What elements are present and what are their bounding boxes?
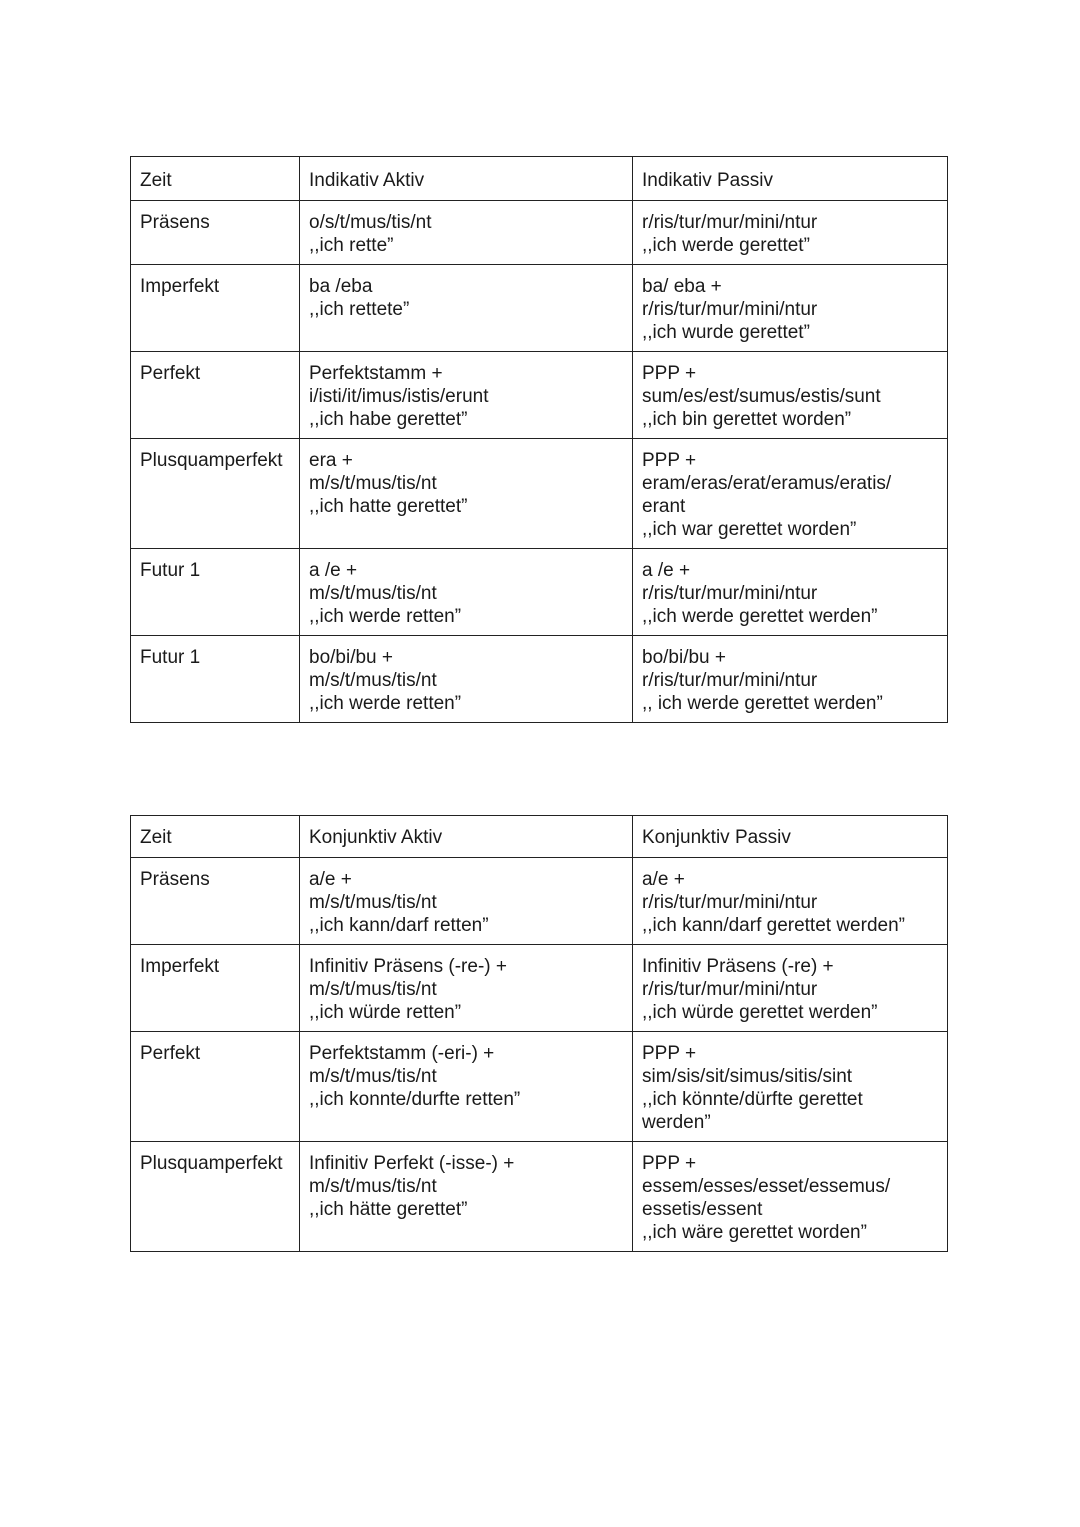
- table-row: [131, 201, 948, 265]
- aktiv-cell-line: ,,ich würde retten”: [309, 1002, 462, 1023]
- passiv-cell-line: PPP +: [642, 450, 697, 471]
- zeit-header: Zeit: [131, 157, 300, 201]
- passiv-cell-line: ,,ich wäre gerettet worden”: [642, 1222, 867, 1243]
- zeit-cell: Präsens: [131, 201, 300, 265]
- passiv-cell-line: r/ris/tur/mur/mini/ntur: [642, 892, 818, 913]
- passiv-cell: [633, 945, 948, 1032]
- zeit-cell: Präsens: [131, 858, 300, 945]
- passiv-cell-line: ,,ich war gerettet worden”: [642, 519, 857, 540]
- zeit-cell: Futur 1: [131, 549, 300, 636]
- passiv-cell-line: ,,ich kann/darf gerettet werden”: [642, 915, 905, 936]
- aktiv-cell: [300, 945, 633, 1032]
- aktiv-cell-line: ,,ich hätte gerettet”: [309, 1199, 468, 1220]
- aktiv-cell-line: a/e +: [309, 869, 352, 890]
- zeit-cell: Imperfekt: [131, 945, 300, 1032]
- aktiv-cell-line: ,,ich hatte gerettet”: [309, 496, 468, 517]
- table-row: [131, 858, 948, 945]
- passiv-cell: [633, 265, 948, 352]
- passiv-cell: [633, 549, 948, 636]
- table-row: [131, 945, 948, 1032]
- zeit-cell: Perfekt: [131, 1032, 300, 1142]
- passiv-cell-line: ,, ich werde gerettet werden”: [642, 693, 883, 714]
- passiv-cell: [633, 439, 948, 549]
- table-row: [131, 549, 948, 636]
- aktiv-cell-line: ,,ich werde retten”: [309, 693, 462, 714]
- passiv-cell-line: Infinitiv Präsens (-re) +: [642, 956, 834, 977]
- passiv-cell-line: erant: [642, 496, 686, 517]
- passiv-cell-line: PPP +: [642, 1043, 697, 1064]
- passiv-cell-line: ,,ich werde gerettet”: [642, 235, 810, 256]
- passiv-cell-line: a /e +: [642, 560, 691, 581]
- aktiv-cell-line: ,,ich konnte/durfte retten”: [309, 1089, 521, 1110]
- aktiv-cell-line: Infinitiv Perfekt (-isse-) +: [309, 1153, 515, 1174]
- aktiv-cell: [300, 636, 633, 723]
- passiv-cell: [633, 636, 948, 723]
- aktiv-cell-line: m/s/t/mus/tis/nt: [309, 1176, 437, 1197]
- aktiv-cell: [300, 549, 633, 636]
- zeit-cell: Imperfekt: [131, 265, 300, 352]
- passiv-cell-line: r/ris/tur/mur/mini/ntur: [642, 670, 818, 691]
- passiv-cell-line: ,,ich würde gerettet werden”: [642, 1002, 878, 1023]
- aktiv-cell-line: m/s/t/mus/tis/nt: [309, 670, 437, 691]
- table-header-row: [131, 816, 948, 858]
- table-row: [131, 1142, 948, 1252]
- aktiv-cell-line: Perfektstamm +: [309, 363, 443, 384]
- table-row: [131, 636, 948, 723]
- table-row: [131, 352, 948, 439]
- zeit-cell: Plusquamperfekt: [131, 439, 300, 549]
- aktiv-cell-line: m/s/t/mus/tis/nt: [309, 583, 437, 604]
- aktiv-cell: [300, 201, 633, 265]
- aktiv-cell-line: i/isti/it/imus/istis/erunt: [309, 386, 489, 407]
- passiv-cell-line: essem/esses/esset/essemus/: [642, 1176, 891, 1197]
- aktiv-cell-line: bo/bi/bu +: [309, 647, 393, 668]
- passiv-header: Indikativ Passiv: [633, 157, 948, 201]
- zeit-cell: Plusquamperfekt: [131, 1142, 300, 1252]
- aktiv-cell-line: ba /eba: [309, 276, 373, 297]
- aktiv-cell-line: Perfektstamm (-eri-) +: [309, 1043, 495, 1064]
- passiv-cell-line: r/ris/tur/mur/mini/ntur: [642, 212, 818, 233]
- passiv-cell-line: bo/bi/bu +: [642, 647, 726, 668]
- passiv-cell-line: r/ris/tur/mur/mini/ntur: [642, 299, 818, 320]
- konjunktiv-table: [130, 815, 948, 1252]
- zeit-header: Zeit: [131, 816, 300, 858]
- passiv-cell-line: sim/sis/sit/simus/sitis/sint: [642, 1066, 853, 1087]
- passiv-cell-line: eram/eras/erat/eramus/eratis/: [642, 473, 892, 494]
- aktiv-cell-line: ,,ich rettete”: [309, 299, 410, 320]
- passiv-cell-line: r/ris/tur/mur/mini/ntur: [642, 583, 818, 604]
- aktiv-cell-line: ,,ich rette”: [309, 235, 394, 256]
- aktiv-cell-line: ,,ich habe gerettet”: [309, 409, 468, 430]
- aktiv-cell: [300, 439, 633, 549]
- aktiv-cell-line: ,,ich werde retten”: [309, 606, 462, 627]
- aktiv-cell: [300, 858, 633, 945]
- aktiv-header: Indikativ Aktiv: [300, 157, 633, 201]
- aktiv-cell: [300, 1032, 633, 1142]
- passiv-cell: [633, 201, 948, 265]
- passiv-cell: [633, 1032, 948, 1142]
- passiv-cell-line: sum/es/est/sumus/estis/sunt: [642, 386, 881, 407]
- passiv-cell: [633, 1142, 948, 1252]
- passiv-cell: [633, 858, 948, 945]
- passiv-cell-line: ,,ich könnte/dürfte gerettet: [642, 1089, 863, 1110]
- aktiv-cell-line: m/s/t/mus/tis/nt: [309, 979, 437, 1000]
- zeit-cell: Futur 1: [131, 636, 300, 723]
- aktiv-cell-line: o/s/t/mus/tis/nt: [309, 212, 432, 233]
- aktiv-cell-line: m/s/t/mus/tis/nt: [309, 473, 437, 494]
- passiv-header: Konjunktiv Passiv: [633, 816, 948, 858]
- passiv-cell-line: ,,ich bin gerettet worden”: [642, 409, 852, 430]
- indikativ-table: [130, 156, 948, 723]
- indikativ-table-body: [131, 157, 948, 723]
- table-row: [131, 439, 948, 549]
- passiv-cell-line: werden”: [642, 1112, 711, 1133]
- aktiv-header: Konjunktiv Aktiv: [300, 816, 633, 858]
- table-header-row: [131, 157, 948, 201]
- passiv-cell-line: a/e +: [642, 869, 685, 890]
- aktiv-cell: [300, 265, 633, 352]
- aktiv-cell-line: Infinitiv Präsens (-re-) +: [309, 956, 507, 977]
- passiv-cell-line: PPP +: [642, 1153, 697, 1174]
- aktiv-cell-line: era +: [309, 450, 353, 471]
- aktiv-cell-line: m/s/t/mus/tis/nt: [309, 1066, 437, 1087]
- aktiv-cell: [300, 1142, 633, 1252]
- aktiv-cell-line: a /e +: [309, 560, 358, 581]
- table-row: [131, 265, 948, 352]
- aktiv-cell-line: m/s/t/mus/tis/nt: [309, 892, 437, 913]
- passiv-cell-line: ,,ich wurde gerettet”: [642, 322, 810, 343]
- passiv-cell-line: r/ris/tur/mur/mini/ntur: [642, 979, 818, 1000]
- passiv-cell-line: ,,ich werde gerettet werden”: [642, 606, 878, 627]
- aktiv-cell-line: ,,ich kann/darf retten”: [309, 915, 489, 936]
- passiv-cell-line: ba/ eba +: [642, 276, 722, 297]
- zeit-cell: Perfekt: [131, 352, 300, 439]
- table-row: [131, 1032, 948, 1142]
- konjunktiv-table-body: [131, 816, 948, 1252]
- passiv-cell-line: PPP +: [642, 363, 697, 384]
- aktiv-cell: [300, 352, 633, 439]
- passiv-cell: [633, 352, 948, 439]
- passiv-cell-line: essetis/essent: [642, 1199, 763, 1220]
